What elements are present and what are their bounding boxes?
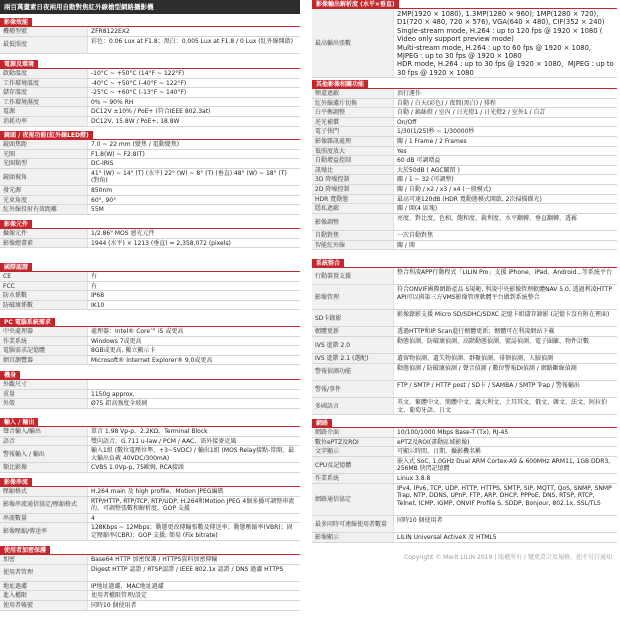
spec-row <box>0 555 300 565</box>
spec-row <box>0 487 300 497</box>
spec-label: 網路通信協定 <box>312 484 394 515</box>
spec-label: 機種型號 <box>0 27 88 36</box>
spec-row <box>312 9 617 78</box>
spec-row <box>312 147 617 157</box>
spec-label: CE <box>0 272 88 281</box>
spec-value: 遺留物偵測、遺失物偵測、群聚偵測、徘徊偵測、人臉偵測 <box>397 354 554 362</box>
spec-label: 智能紅外線 <box>312 241 394 250</box>
right-spec-section <box>312 0 617 78</box>
spec-row <box>0 140 300 150</box>
section-title: 影像效能 <box>0 18 32 27</box>
spec-value: 60°, 90° <box>91 196 117 204</box>
spec-label: 紅外線投射有效距離 <box>0 205 88 214</box>
spec-row <box>312 484 617 516</box>
spec-value: Linux 3.8.8 <box>397 474 431 482</box>
spec-row <box>312 533 617 543</box>
spec-row <box>312 195 617 205</box>
spec-row <box>312 285 617 310</box>
spec-label: 多國語言 <box>312 398 394 414</box>
spec-value: 7.0 ~ 22 mm (變焦 / 電動變焦) <box>91 141 180 148</box>
spec-label: 防水係數 <box>0 291 88 300</box>
spec-label: 類比影像 <box>0 463 88 472</box>
spec-value: 影像錄影支援 Micro SD/SDHC/SDXC 記憶卡組儲存錄影 (記憶卡沒有附在裡面) <box>397 310 610 318</box>
spec-value: On/Off <box>397 118 417 126</box>
spec-value: DC-IRIS <box>91 160 114 168</box>
spec-label: 工作環境濕度 <box>0 98 88 107</box>
spec-label: 作業系統 <box>0 337 88 346</box>
spec-value: Base64 HTTP 加密保護 / HTTPS資料加密傳輸 <box>91 556 218 563</box>
spec-label: 外殼 <box>0 399 88 408</box>
spec-value: 有 <box>91 273 98 280</box>
spec-label: 加密 <box>0 555 88 564</box>
spec-label: 電源 <box>0 107 88 116</box>
spec-row <box>312 447 617 457</box>
spec-value: 41° (W) ~ 14° (T) (水平) 22° (W) ~ 8° (T) (垂直) 48° (W) ~ 18° (T) (對角) <box>91 169 287 185</box>
spec-row <box>0 150 300 160</box>
spec-label: 攝像元件 <box>0 229 88 238</box>
spec-value: 彩色：0.06 Lux at F1.8；黑白：0.005 Lux at F1.8 / 0 Lux (紅外線開啟) <box>91 37 293 45</box>
section-title: 影像輸出解析度 (水平×垂直) <box>312 0 399 9</box>
spec-row <box>312 156 617 166</box>
spec-label: 影像調整 <box>312 214 394 230</box>
section-title: 影像元件 <box>0 220 32 229</box>
spec-label: 鏡頭焦距 <box>0 140 88 149</box>
right-spec-section <box>312 419 617 543</box>
spec-row <box>312 137 617 147</box>
spec-row <box>312 428 617 438</box>
page-title: 兩百萬畫素日夜兩用自動對焦紅外線槍型網路攝影機 <box>0 0 300 14</box>
spec-label: 數位ePTZ及ROI <box>312 438 394 447</box>
spec-value: 使用者權限管理/設定 <box>91 592 148 600</box>
spec-value: IP地址過濾，MAC地址過濾 <box>91 582 164 590</box>
spec-value: 輸入1組 (數位電壓位準，+3~5VDC) / 輸出1組 (MOS Relay接點-常開，最大輸出負載 40VDC/300mA) <box>91 447 295 462</box>
spec-value: 動態偵測 / 防破壞偵測 / 聲音偵測 / 數位警報DI偵測 / 網路斷線偵測 <box>397 364 577 372</box>
spec-value: 850nm <box>91 186 113 194</box>
spec-value: ePTZ及ROI(畫動區域影像) <box>397 438 470 446</box>
spec-value: 可顯示時間、日期、攝影機名稱 <box>397 448 482 456</box>
spec-row <box>312 354 617 364</box>
section-title: 鏡頭 / 夜視功能(紅外線LED燈) <box>0 131 93 140</box>
spec-value: 亮度、對比度、色相、飽和度、銳利度、水平翻轉、垂直翻轉、透霧 <box>397 214 578 222</box>
spec-label: 防破壞係數 <box>0 301 88 310</box>
spec-label: 鏡頭視角 <box>0 169 88 185</box>
spec-row <box>312 185 617 195</box>
spec-row <box>312 166 617 176</box>
spec-row <box>0 337 300 347</box>
spec-value: 0% ~ 90% RH <box>91 98 134 106</box>
spec-label: 工作環境溫度 <box>0 79 88 88</box>
spec-label: 語音 <box>0 437 88 446</box>
section-title: 電源及環境 <box>0 60 38 69</box>
spec-label: 網路介面 <box>312 428 394 437</box>
spec-row <box>0 282 300 292</box>
section-header <box>0 131 300 140</box>
spec-value: 128Kbps ~ 12Mbps；動態更改傳輸張數及傳送率；動態壓縮率(VBR)；固定壓縮率(CBR)；GOP 支援; 簡易 (Fix bitrate) <box>91 524 293 539</box>
spec-value: -40°C ~ +50°C (-40°F ~ 122°F) <box>91 79 187 87</box>
spec-label: 光圈類型 <box>0 159 88 168</box>
spec-label: 重量 <box>0 390 88 399</box>
spec-value: DC12V, 15.8W / PoE+, 18.8W <box>91 117 180 125</box>
spec-row <box>312 268 617 285</box>
spec-label: 最多同時可連線使用者數量 <box>312 516 394 532</box>
spec-label: 警報偵測功能 <box>312 364 394 380</box>
spec-row <box>0 79 300 89</box>
left-spec-section <box>0 131 300 215</box>
spec-label: 影像總畫素 <box>0 239 88 248</box>
spec-value-line: 2MP(1920 × 1080), 1.3MP(1280 × 960); 1MP(1280 × 720), D1(720 × 480, 720 × 576), VGA(640 × 480), CIF(352 × 240) <box>397 10 605 27</box>
spec-value: 動態偵測、防破壞偵測、高階動態偵測、號誌偵測、電子圍籬、物件計數 <box>397 337 590 345</box>
spec-row <box>312 474 617 484</box>
spec-value: H.264 main 及 high profile、Motion JPEG編碼 <box>91 488 224 495</box>
spec-value: 10/100/1000 Mbps Base-T (Tx), RJ-45 <box>397 429 509 436</box>
spec-value-line: Multi-stream mode, H.264 : up to 60 fps @ 1920 × 1080, MJPEG : up to 30 fps @ 1920 × 1080 <box>397 43 592 61</box>
spec-label: IVS 進階 2.1 (選配) <box>312 354 394 363</box>
spec-value: -25°C ~ +60°C (-13°F ~ 140°F) <box>91 89 187 97</box>
section-header <box>0 478 300 487</box>
left-spec-section <box>0 220 300 248</box>
spec-row <box>312 89 617 99</box>
spec-value: 55M <box>91 206 104 214</box>
spec-label: 影像串流通信協定/壓縮格式 <box>0 497 88 513</box>
spec-row <box>0 196 300 206</box>
section-title: 系統整合 <box>312 259 344 268</box>
spec-row <box>312 438 617 448</box>
spec-row <box>0 327 300 337</box>
spec-row <box>0 98 300 108</box>
spec-label: 地址過濾 <box>0 582 88 591</box>
spec-row <box>0 88 300 98</box>
spec-label: 發光源 <box>0 186 88 195</box>
spec-row <box>312 99 617 109</box>
left-spec-section <box>0 478 300 541</box>
spec-row <box>0 437 300 447</box>
spec-label: 電腦需求記憶體 <box>0 346 88 355</box>
spec-label: 最高輸出張數 <box>312 9 394 77</box>
spec-row <box>312 204 617 214</box>
spec-value: 英文、繁體中文、簡體中文、義大利文、土耳其文、俄文、韓文、法文、阿拉伯文、葡萄牙語、日文 <box>397 398 608 414</box>
spec-row <box>0 582 300 592</box>
left-spec-section <box>0 263 300 310</box>
spec-value: 關 / 開 <box>397 241 415 249</box>
spec-value: IK10 <box>91 301 105 309</box>
spec-label: 文字顯示 <box>312 447 394 456</box>
right-spec-section <box>312 259 617 415</box>
spec-label: 2D 降噪控制 <box>312 185 394 194</box>
section-title: 其他影像相關功能 <box>312 80 368 89</box>
spec-value: 關 / 1 ~ 32 (可調整) <box>397 176 454 184</box>
spec-value: IP68 <box>91 292 105 300</box>
spec-value: 嵌入式 SoC, 1.0GHz Dual ARM Cortex-A9 & 600MHz ARM11, 1GB DDR3, 256MB 快閃記憶體 <box>397 457 611 473</box>
spec-row <box>0 27 300 37</box>
spec-row <box>0 272 300 282</box>
spec-row <box>0 107 300 117</box>
spec-value: 符合ONVIF國際網路產品 S規範, 利凌中央影像管理軟體NAV 5.0, 透過利凌HTTP API可以與第三方VMS影像管理軟體平台做到系統整合 <box>397 286 612 301</box>
spec-row <box>0 446 300 463</box>
spec-label: 使用者帳號 <box>0 601 88 610</box>
spec-row <box>312 398 617 415</box>
spec-label: 影像顯示 <box>312 533 394 542</box>
spec-label: 白平衡調整 <box>312 108 394 117</box>
spec-row <box>312 231 617 241</box>
spec-row <box>312 310 617 327</box>
spec-value: 最高可達120dB (HDR 寬動態模式開啟, 2次掃描擷光) <box>397 195 542 203</box>
section-header <box>0 263 300 272</box>
section-header <box>312 419 617 428</box>
spec-row <box>312 327 617 337</box>
spec-label: 逆光補償 <box>312 118 394 127</box>
section-title: 網路 <box>312 419 332 428</box>
spec-row <box>312 118 617 128</box>
spec-value: 自動 / 鎢絲燈 / 室內 / 日光燈1 / 日光燈2 / 室外1 / 自訂 <box>397 109 546 117</box>
section-title: 機身 <box>0 371 20 380</box>
spec-value: 頂行運作 <box>397 90 422 97</box>
section-header <box>0 371 300 380</box>
spec-row <box>0 301 300 311</box>
section-header <box>0 418 300 427</box>
spec-value <box>88 380 300 389</box>
spec-value: 1/2.86" MOS 感光元件 <box>91 230 155 237</box>
spec-label: 隱私遮蔽 <box>312 204 394 213</box>
section-header <box>0 18 300 27</box>
spec-label: 最低照度 <box>0 37 88 53</box>
spec-label: HDR 寬動態 <box>312 195 394 204</box>
spec-value: 關 / 自動 / x2 / x3 / x4 (一般模式) <box>397 185 492 193</box>
spec-row <box>0 169 300 186</box>
spec-label: 消耗功率 <box>0 117 88 126</box>
spec-row <box>0 463 300 473</box>
spec-value: 1944 (水平) × 1213 (垂直) = 2,358,072 (pixels) <box>91 239 231 247</box>
spec-label: 電子快門 <box>312 127 394 136</box>
spec-value: 關 / 開(4 區塊) <box>397 205 438 213</box>
section-header <box>0 318 300 327</box>
spec-label: 光束角度 <box>0 196 88 205</box>
spec-value: 雙向語音，G.711 u-law / PCM / AAC，需外接麥克風 <box>91 437 237 445</box>
spec-row <box>0 399 300 409</box>
spec-label: IVS 進階 2.0 <box>312 337 394 353</box>
spec-row <box>0 37 300 54</box>
spec-row <box>312 516 617 533</box>
spec-label: 自動增益控制 <box>312 156 394 165</box>
spec-label: 進入權限 <box>0 591 88 600</box>
spec-row <box>0 69 300 79</box>
spec-row <box>0 117 300 127</box>
section-header <box>0 220 300 229</box>
spec-label: 影像管理 <box>312 285 394 309</box>
section-title: 輸入 / 輸出 <box>0 418 38 427</box>
spec-value: Microsoft® Internet Explorer® 9.0或更高 <box>91 356 213 364</box>
spec-row <box>0 565 300 582</box>
spec-row <box>312 127 617 137</box>
spec-label: 警報/事件 <box>312 381 394 397</box>
spec-label: 低照度放大 <box>312 147 394 156</box>
spec-value: Yes <box>397 147 407 155</box>
spec-value: Digest HTTP 認證 / RTSP認證 / IEEE 802.1x 認證 / DNS 過濾 HTTPS <box>91 565 284 573</box>
spec-label: 訊噪比 <box>312 166 394 175</box>
section-title: PC 電腦系統需求 <box>0 318 55 327</box>
spec-row <box>0 427 300 437</box>
spec-row <box>0 601 300 611</box>
spec-value: 整合利凌APP行動程式「LILIN Pro」支援 iPhone、iPad、Android...等系統平台 <box>397 269 613 276</box>
spec-label: 網頁瀏覽器 <box>0 356 88 365</box>
spec-label: 影像壓縮/傳送率 <box>0 523 88 539</box>
spec-value: FTP / SMTP / HTTP post / SD卡 / SAMBA / SMTP Trap / 警報輸出 <box>397 381 580 389</box>
spec-value: IPv4, IPv6, TCP, UDP, HTTP, HTTPS, SMTP, SIP, MQTT, QoS, SNMP, SNMP Trap, NTP, DDNS, UPnP, FTP, ARP, DHCP, PPPoE, DNS, RTSP, RTCP, Telnet, ICMP, IGMP, ONVIF Profile S, SDDP, Bonjour, 802.1x, SSL/TLS <box>397 484 612 507</box>
spec-label: 警報輸入 / 輸出 <box>0 446 88 462</box>
spec-value: 大於50dB ( AGC關閉 ) <box>397 166 460 174</box>
left-spec-section <box>0 18 300 54</box>
right-spec-section <box>312 80 617 250</box>
spec-row <box>312 457 617 474</box>
spec-row <box>0 523 300 540</box>
spec-label: 韌體更新 <box>312 327 394 336</box>
spec-row <box>0 159 300 169</box>
spec-label: 中央處理器 <box>0 327 88 336</box>
spec-value: 8GB或更高, 獨立顯示卡 <box>91 347 156 355</box>
spec-label: 壓縮格式 <box>0 487 88 496</box>
spec-value-line: HDR mode, H.264 : up to 30 fps @ 1920 × 1080，MJPEG : up to 30 fps @ 1920 × 1080 <box>397 60 614 77</box>
spec-label: FCC <box>0 282 88 291</box>
spec-row <box>312 241 617 251</box>
spec-value: ZFR8122EX2 <box>91 28 130 35</box>
spec-label: 3D 降噪控制 <box>312 175 394 184</box>
section-title: 影像串流 <box>0 478 32 487</box>
spec-row <box>312 337 617 354</box>
spec-label: 使用者管理 <box>0 565 88 581</box>
section-header <box>312 259 617 268</box>
spec-value: RTP/HTTP, RTP/TCP, RTP/UDP, H.264和Motion JPEG 4個多播可調整串流的，可調整張數和解析度，GOP 支援 <box>91 497 295 513</box>
spec-value: 處理器：Intel® Core™ i5 或更高 <box>91 328 184 335</box>
spec-label: CPU及記憶體 <box>312 457 394 473</box>
left-spec-section <box>0 318 300 365</box>
spec-value: CVBS 1.0Vp-p, 75歐姆, RCA接頭 <box>91 464 184 472</box>
spec-label: 作業系統 <box>312 474 394 483</box>
spec-row <box>0 390 300 400</box>
spec-row <box>0 497 300 514</box>
spec-label: 儲存溫度 <box>0 88 88 97</box>
spec-value-line: Single-stream mode, H.264 : up to 120 fps @ 1920 × 1080 ( Video only support preview mode) <box>397 26 603 44</box>
section-header <box>312 80 617 89</box>
copyright-footer: Copyright © Merit LILIN 2019 | 版權所有 | 變更設計及規格，恕不另行通知 <box>404 554 612 561</box>
spec-label: 啟動溫度 <box>0 69 88 78</box>
left-spec-section <box>0 546 300 611</box>
section-title: 使用者加密保護 <box>0 546 50 555</box>
spec-value: 自動 / 白天(彩色) / 夜間(黑白) / 排程 <box>397 99 496 107</box>
spec-value: 4 <box>91 514 95 522</box>
spec-label: 自動對焦 <box>312 231 394 240</box>
spec-row <box>0 239 300 249</box>
spec-row <box>312 175 617 185</box>
spec-value: DC12V ±10% / PoE+ (符合IEEE 802.3at) <box>91 108 211 116</box>
spec-row <box>0 514 300 524</box>
spec-value: 同時10 個使用者 <box>397 516 443 524</box>
spec-value: F1.8(W) ~ F2.8(T) <box>91 150 145 158</box>
spec-value: 1/30(1/25)秒 ~ 1/30000秒 <box>397 128 475 136</box>
spec-value: 一次自動對焦 <box>397 231 434 239</box>
spec-label: 行動裝置支援 <box>312 268 394 284</box>
spec-row <box>0 205 300 215</box>
spec-value: 單音 1.98 Vp-p，2.2KΩ，Terminal Block <box>91 428 208 435</box>
spec-value <box>394 9 617 77</box>
spec-value: 同時10 個使用者 <box>91 601 137 609</box>
spec-label: 頻道遮蔽 <box>312 89 394 98</box>
spec-row <box>312 381 617 398</box>
spec-value: Windows 7或更高 <box>91 337 142 345</box>
spec-value: LILIN Universal ActiveX 及 HTML5 <box>397 534 497 542</box>
spec-value: 關 / 1 Frame / 2 Frames <box>397 137 467 145</box>
section-header <box>0 60 300 69</box>
spec-label: 影像雜訊處理 <box>312 137 394 146</box>
section-title: 國際認證 <box>0 263 32 272</box>
spec-row <box>312 214 617 231</box>
section-header <box>312 0 617 9</box>
spec-row <box>0 346 300 356</box>
spec-label: 紅外線濾片切換 <box>312 99 394 108</box>
spec-label: 光圈 <box>0 150 88 159</box>
left-spec-section <box>0 371 300 409</box>
spec-label: SD卡錄影 <box>312 310 394 326</box>
spec-row <box>0 186 300 196</box>
spec-value: 1150g approx. <box>91 390 135 398</box>
spec-value: 有 <box>91 282 98 290</box>
spec-row <box>0 229 300 239</box>
spec-value: -10°C ~ +50°C (14°F ~ 122°F) <box>91 70 185 77</box>
spec-row <box>312 364 617 381</box>
spec-row <box>0 591 300 601</box>
spec-row <box>312 108 617 118</box>
spec-value: Ø75 鋁高強度全玻璃 <box>91 400 148 408</box>
spec-value: 60 dB 可調增益 <box>397 157 441 165</box>
spec-label: 外觀尺寸 <box>0 380 88 389</box>
spec-row <box>0 380 300 390</box>
spec-value: 透過HTTP和IP Scan進行韌體更新；韌體可在利凌網站下載 <box>397 328 555 336</box>
spec-label: 聲音輸入/輸出 <box>0 427 88 436</box>
left-spec-section <box>0 60 300 127</box>
spec-row <box>0 291 300 301</box>
left-spec-section <box>0 418 300 473</box>
section-header <box>0 546 300 555</box>
spec-row <box>0 356 300 366</box>
spec-label: 串流數量 <box>0 514 88 523</box>
